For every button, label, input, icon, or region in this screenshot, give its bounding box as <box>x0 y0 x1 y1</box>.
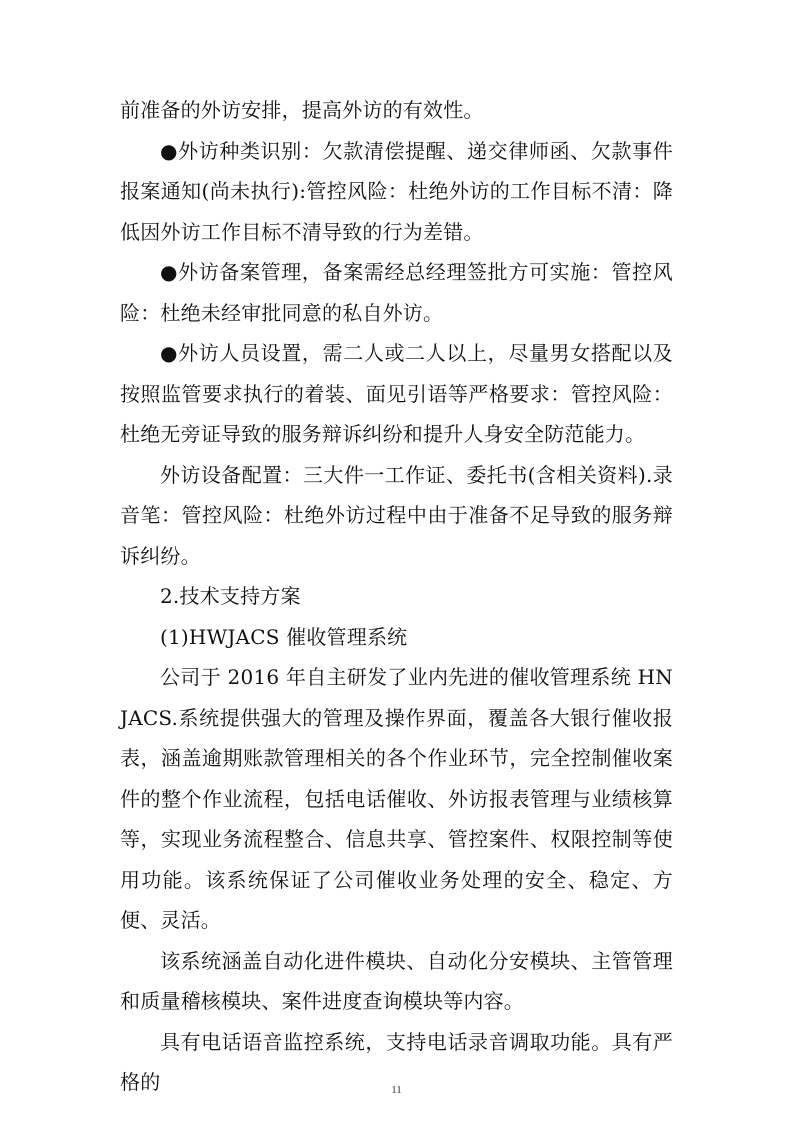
paragraph-continuation: 前准备的外访安排，提高外访的有效性。 <box>120 98 484 122</box>
paragraph-system-modules: 该系统涵盖自动化进件模块、自动化分安模块、主管管理和质量稽核模块、案件进度查询模块等内容。 <box>120 948 673 1013</box>
paragraph-voice-monitoring: 具有电话语音监控系统，支持电话录音调取功能。具有严格的 <box>120 1029 673 1094</box>
page-number: 11 <box>391 1084 402 1096</box>
paragraph-system-intro: 公司于 2016 年自主研发了业内先进的催收管理系统 HNJACS.系统提供强大的管理及操作界面，覆盖各大银行催收报表，涵盖逾期账款管理相关的各个作业环节，完全控制催收案件的整个作业流程，包括电话催收、外访报表管理与业绩核算等，实现业务流程整合、信息共享、管控案件、权限控制等使用功能。该系统保证了公司催收业务处理的安全、稳定、方便、灵活。 <box>120 665 673 932</box>
paragraph-visit-staffing: ●外访人员设置，需二人或二人以上，尽量男女搭配以及按照监管要求执行的着装、面见引语等严格要求：管控风险：杜绝无旁证导致的服务辩诉纠纷和提升人身安全防范能力。 <box>120 341 673 446</box>
body-text <box>120 90 673 1103</box>
section-heading-tech-support: 2.技术支持方案 <box>160 584 301 608</box>
paragraph-visit-filing: ●外访备案管理，备案需经总经理签批方可实施：管控风险：杜绝未经审批同意的私自外访。 <box>120 260 673 325</box>
subsection-heading-system: (1)HWJACS 催收管理系统 <box>160 624 408 649</box>
paragraph-visit-equipment: 外访设备配置：三大件一工作证、委托书(含相关资料).录音笔：管控风险：杜绝外访过程中由于准备不足导致的服务辩诉纠纷。 <box>120 462 673 568</box>
paragraph-visit-type: ●外访种类识别：欠款清偿提醒、递交律师函、欠款事件报案通知(尚未执行):管控风险：杜绝外访的工作目标不清：降低因外访工作目标不清导致的行为差错。 <box>120 138 673 244</box>
